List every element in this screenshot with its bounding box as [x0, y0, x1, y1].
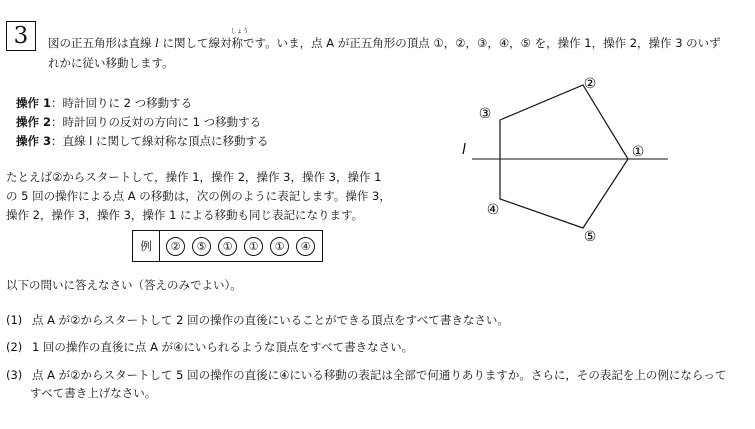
operation-2-label: 操作 2	[16, 115, 52, 129]
intro-text-c: です。いま，点 A が正五角形の頂点 ①，②，③，④，⑤ を，操作 1，操作 2，操作 3 のいず	[243, 36, 721, 50]
intro-line-1	[48, 28, 721, 51]
operation-3	[16, 134, 269, 149]
question-2-number: (2)	[6, 340, 23, 354]
vertex-label-1: ①	[631, 144, 645, 160]
question-1-text: 点 A が②からスタートして 2 回の操作の直後にいることができる頂点をすべて書きなさい。	[31, 313, 509, 327]
operation-3-text: ：直線 l に関して線対称な頂点に移動する	[51, 134, 269, 148]
example-step-5: ①	[270, 237, 289, 256]
operation-2	[16, 115, 261, 130]
example-text-line-3: 操作 2，操作 3，操作 3，操作 1 による移動も同じ表記になります。	[6, 208, 364, 222]
operation-2-text: ：時計回りの反対の方向に 1 つ移動する	[51, 115, 262, 129]
question-2-text: 1 回の操作の直後に点 A が④にいられるような頂点をすべて書きなさい。	[31, 340, 414, 354]
question-1-number: (1)	[6, 313, 23, 327]
pentagon-figure	[440, 70, 680, 245]
question-3	[6, 368, 726, 383]
intro-text-a: 図の正五角形は直線	[48, 36, 152, 50]
problem-number: 3	[6, 21, 36, 51]
example-step-6: ④	[296, 237, 315, 256]
operation-1-label: 操作 1	[16, 96, 52, 110]
example-step-1: ②	[166, 237, 185, 256]
example-step-2: ⑤	[192, 237, 211, 256]
line-l-label: l	[462, 142, 466, 158]
vertex-label-4: ④	[486, 202, 500, 218]
pentagon	[500, 85, 628, 228]
operation-3-label: 操作 3	[16, 134, 52, 148]
example-label: 例	[133, 231, 160, 261]
question-3-continuation: すべて書き上げなさい。	[30, 386, 157, 400]
vertex-label-3: ③	[478, 106, 492, 122]
instructions: 以下の問いに答えなさい（答えのみでよい）。	[6, 278, 242, 292]
question-3-number: (3)	[6, 368, 23, 382]
question-2	[6, 340, 413, 355]
operation-1-text: ：時計回りに 2 つ移動する	[51, 96, 193, 110]
question-1	[6, 313, 509, 328]
line-l-symbol: l	[155, 36, 159, 50]
operation-1	[16, 96, 192, 111]
question-3-text-line-1: 点 A が②からスタートして 5 回の操作の直後に④にいる移動の表記は全部で何通りありますか。さらに，その表記を上の例にならって	[31, 368, 727, 382]
example-text-line-1: たとえば②からスタートして，操作 1，操作 2，操作 3，操作 3，操作 1	[6, 170, 382, 184]
ruby-reading: しょう	[230, 28, 249, 35]
example-sequence	[160, 231, 322, 261]
ruby-word	[230, 28, 249, 51]
vertex-label-5: ⑤	[583, 229, 597, 245]
intro-text-b: に関して線対	[162, 36, 232, 50]
example-step-4: ①	[244, 237, 263, 256]
ruby-base: 称	[231, 36, 243, 50]
example-box	[132, 230, 323, 262]
vertex-label-2: ②	[583, 76, 597, 92]
example-step-3: ①	[218, 237, 237, 256]
intro-line-2: れかに従い移動します。	[48, 56, 174, 70]
example-text-line-2: の 5 回の操作による点 A の移動は，次の例のように表記します。操作 3，	[6, 189, 391, 203]
